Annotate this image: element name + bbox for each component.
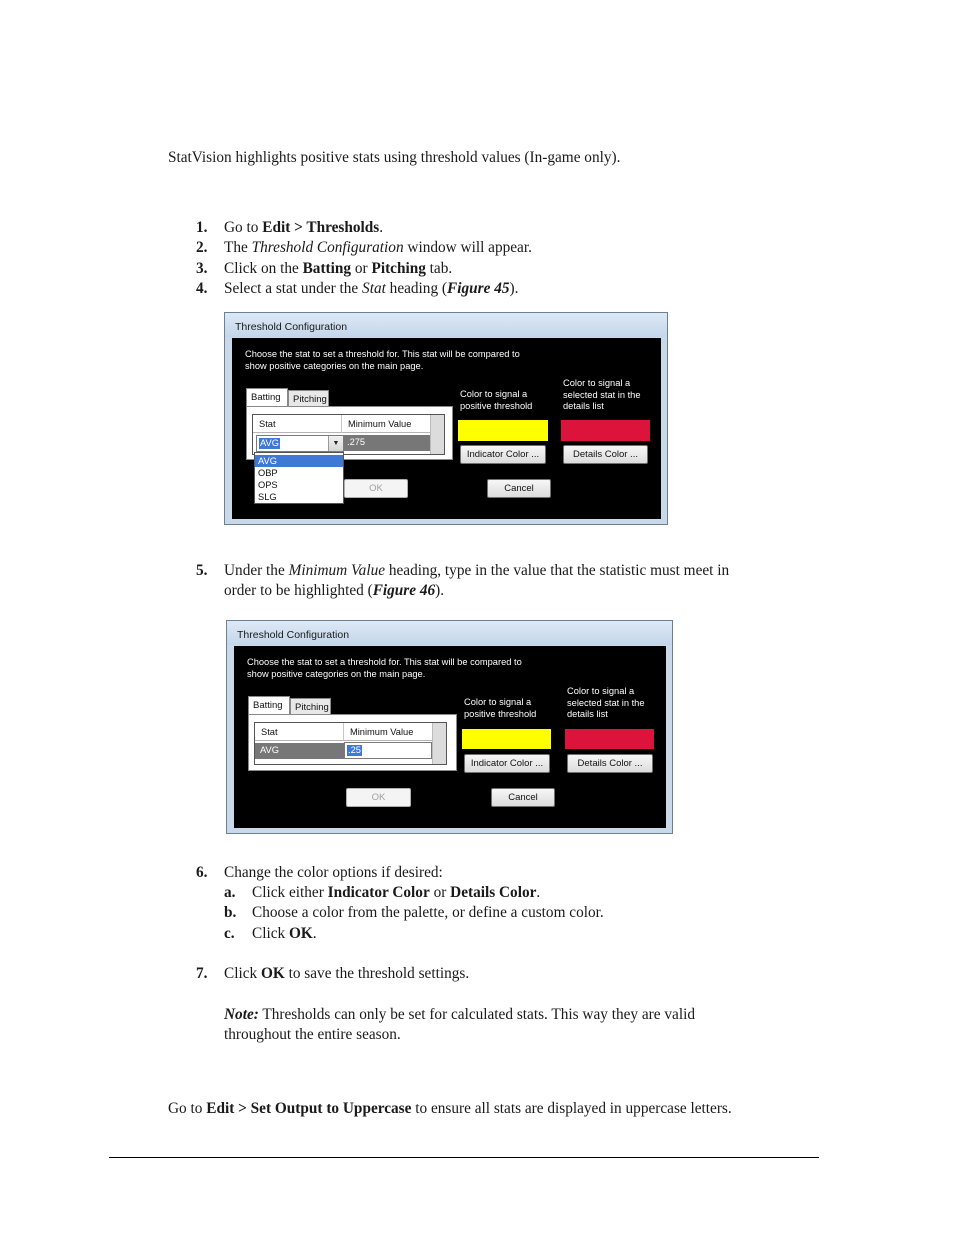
intro-paragraph: StatVision highlights positive stats using threshold values (In-game only). xyxy=(168,149,621,166)
ok-button[interactable]: OK xyxy=(344,479,408,498)
dialog-title: Threshold Configuration xyxy=(235,321,348,333)
step-number: 5. xyxy=(196,562,208,579)
details-color-swatch xyxy=(565,729,654,749)
dialog-instructions: Choose the stat to set a threshold for. This stat will be compared to show positive categories on the main page. xyxy=(247,657,522,679)
grid-row-stat[interactable]: AVG xyxy=(255,743,344,759)
grid-row-min-value[interactable]: .275 xyxy=(342,435,430,451)
indicator-color-swatch xyxy=(462,729,551,749)
tab-pitching[interactable]: Pitching xyxy=(290,698,331,715)
cancel-button[interactable]: Cancel xyxy=(487,479,551,498)
threshold-grid xyxy=(254,722,447,765)
step-7-text: Click OK to save the threshold settings. xyxy=(224,965,470,982)
step-5-text-line-2: order to be highlighted (Figure 46). xyxy=(224,582,445,599)
stat-combo-value: AVG xyxy=(260,438,279,448)
step-number: 1. xyxy=(196,219,208,236)
dialog-title-bar xyxy=(227,621,672,645)
tab-batting[interactable]: Batting xyxy=(246,388,288,407)
step-number: 4. xyxy=(196,280,208,297)
details-color-button[interactable]: Details Color ... xyxy=(567,754,653,773)
grid-scrollbar[interactable] xyxy=(430,415,444,454)
stat-combo-box[interactable] xyxy=(256,435,344,452)
figure-46-dialog xyxy=(226,620,673,834)
uppercase-paragraph: Go to Edit > Set Output to Uppercase to ensure all stats are displayed in uppercase letters. xyxy=(168,1100,732,1117)
substep-a-text: Click either Indicator Color or Details Color. xyxy=(252,884,541,901)
minimum-value-selection: .25 xyxy=(348,745,361,755)
dropdown-option-obp[interactable]: OBP xyxy=(258,468,278,478)
dialog-instructions: Choose the stat to set a threshold for. This stat will be compared to show positive categories on the main page. xyxy=(245,349,520,371)
column-header-minimum-value: Minimum Value xyxy=(342,415,430,433)
step-number: 6. xyxy=(196,864,208,881)
step-1-text: Go to Edit > Thresholds. xyxy=(224,219,384,236)
details-color-caption: Color to signal a selected stat in the details list xyxy=(563,378,641,411)
note-line-1: Note: Thresholds can only be set for calculated stats. This way they are valid xyxy=(224,1006,695,1023)
details-color-caption: Color to signal a selected stat in the details list xyxy=(567,686,645,719)
figure-45-dialog xyxy=(224,312,668,525)
substep-b-text: Choose a color from the palette, or define a custom color. xyxy=(252,904,604,921)
tab-batting[interactable]: Batting xyxy=(248,696,290,715)
step-4-text: Select a stat under the Stat heading (Figure 45). xyxy=(224,280,519,297)
dropdown-option-ops[interactable]: OPS xyxy=(258,480,278,490)
ok-button[interactable]: OK xyxy=(346,788,411,807)
details-color-button[interactable]: Details Color ... xyxy=(563,445,648,464)
note-line-2: throughout the entire season. xyxy=(224,1026,401,1043)
cancel-button[interactable]: Cancel xyxy=(491,788,555,807)
step-2-text: The Threshold Configuration window will appear. xyxy=(224,239,532,256)
step-6-text: Change the color options if desired: xyxy=(224,864,443,881)
dropdown-option-slg[interactable]: SLG xyxy=(258,492,277,502)
indicator-color-swatch xyxy=(458,420,548,441)
column-header-stat: Stat xyxy=(253,415,341,433)
dialog-body xyxy=(232,338,661,519)
indicator-color-button[interactable]: Indicator Color ... xyxy=(464,754,550,773)
dialog-title-bar xyxy=(225,313,667,337)
dropdown-option-avg[interactable]: AVG xyxy=(255,455,343,467)
step-5-text: Under the Minimum Value heading, type in the value that the statistic must meet in xyxy=(224,562,730,579)
column-header-minimum-value: Minimum Value xyxy=(344,723,432,741)
substep-letter: a. xyxy=(224,884,236,901)
column-header-stat: Stat xyxy=(255,723,343,741)
step-number: 7. xyxy=(196,965,208,982)
substep-letter: b. xyxy=(224,904,237,921)
dialog-body xyxy=(234,646,666,828)
step-number: 3. xyxy=(196,260,208,277)
details-color-swatch xyxy=(561,420,650,441)
indicator-color-caption: Color to signal a positive threshold xyxy=(464,697,537,719)
substep-letter: c. xyxy=(224,925,235,942)
indicator-color-caption: Color to signal a positive threshold xyxy=(460,389,533,411)
indicator-color-button[interactable]: Indicator Color ... xyxy=(460,445,546,464)
grid-scrollbar[interactable] xyxy=(432,723,446,764)
tab-pitching[interactable]: Pitching xyxy=(288,390,329,407)
substep-c-text: Click OK. xyxy=(252,925,317,942)
footer-rule xyxy=(109,1157,819,1158)
minimum-value-input[interactable] xyxy=(344,742,432,759)
step-3-text: Click on the Batting or Pitching tab. xyxy=(224,260,453,277)
step-number: 2. xyxy=(196,239,208,256)
chevron-down-icon[interactable]: ▼ xyxy=(328,436,343,451)
dialog-title: Threshold Configuration xyxy=(237,629,350,641)
stat-dropdown-list xyxy=(254,452,344,504)
